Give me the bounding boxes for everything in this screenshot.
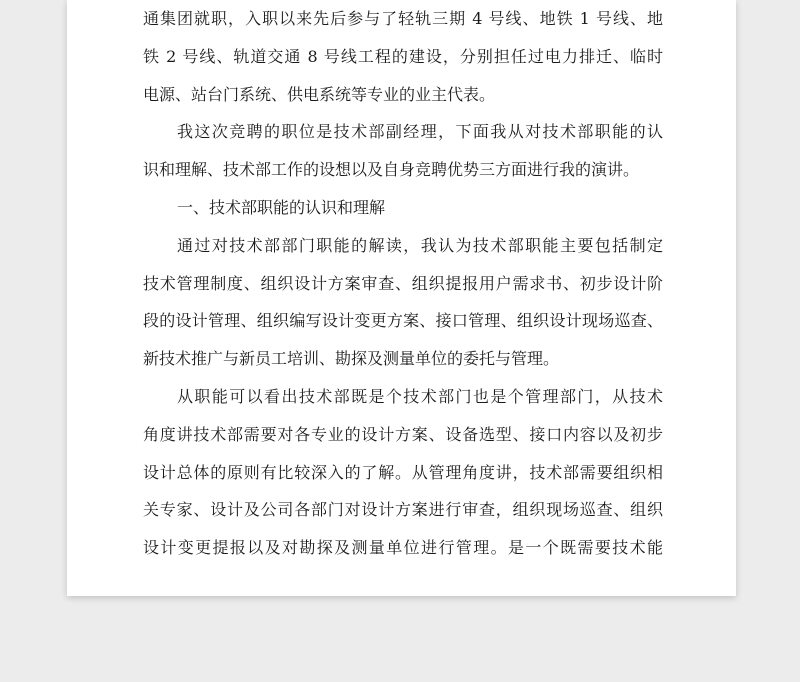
document-body <box>143 0 663 567</box>
body-line: 通过对技术部部门职能的解读，我认为技术部职能主要包括制定 <box>177 235 663 255</box>
body-line: 角度讲技术部需要对各专业的设计方案、设备选型、接口内容以及初步 <box>143 424 663 444</box>
body-line: 铁 2 号线、轨道交通 8 号线工程的建设，分别担任过电力排迁、临时 <box>143 46 663 66</box>
body-line: 电源、站台门系统、供电系统等专业的业主代表。 <box>143 84 496 104</box>
body-line: 识和理解、技术部工作的设想以及自身竞聘优势三方面进行我的演讲。 <box>143 160 640 180</box>
body-line: 关专家、设计及公司各部门对设计方案进行审查，组织现场巡查、组织 <box>143 500 663 520</box>
body-line: 技术管理制度、组织设计方案审查、组织提报用户需求书、初步设计阶 <box>143 273 663 293</box>
body-line: 段的设计管理、组织编写设计变更方案、接口管理、组织设计现场巡查、 <box>143 311 663 331</box>
body-line: 我这次竞聘的职位是技术部副经理，下面我从对技术部职能的认 <box>177 122 663 142</box>
body-line: 设计总体的原则有比较深入的了解。从管理角度讲，技术部需要组织相 <box>143 462 663 482</box>
body-line: 从职能可以看出技术部既是个技术部门也是个管理部门，从技术 <box>177 386 663 406</box>
body-line: 通集团就职，入职以来先后参与了轻轨三期 4 号线、地铁 1 号线、地 <box>143 9 663 28</box>
body-line: 设计变更提报以及对勘探及测量单位进行管理。是一个既需要技术能 <box>143 538 663 558</box>
section-heading: 一、技术部职能的认识和理解 <box>177 197 386 217</box>
body-line: 新技术推广与新员工培训、勘探及测量单位的委托与管理。 <box>143 349 560 369</box>
